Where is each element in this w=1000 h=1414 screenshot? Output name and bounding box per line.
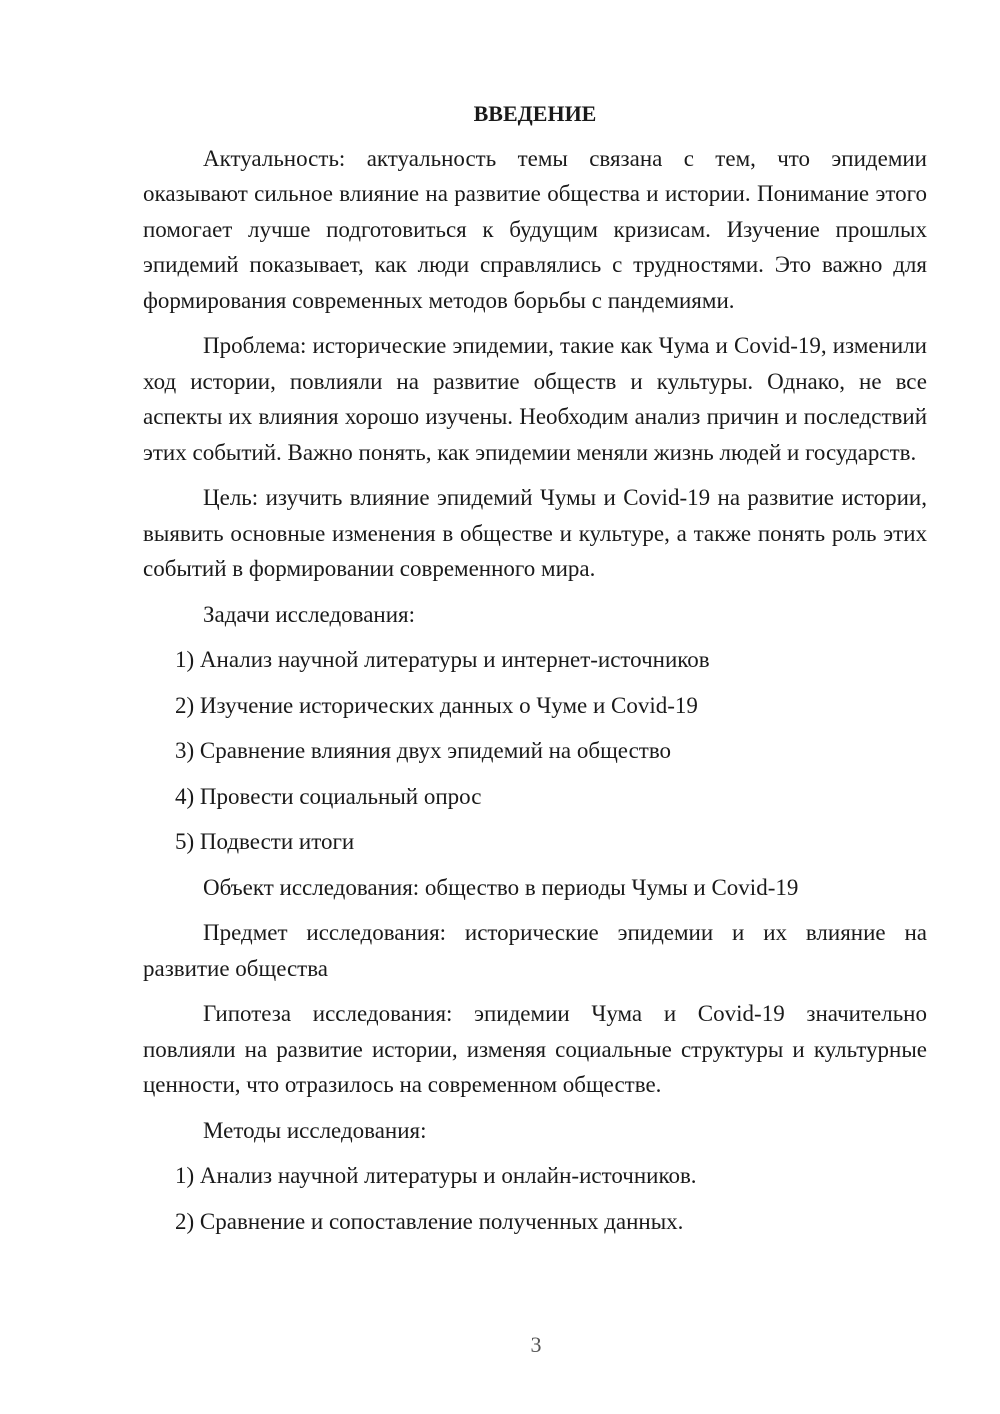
list-item: 1) Анализ научной литературы и онлайн-источников.	[175, 1163, 697, 1188]
section-heading: ВВЕДЕНИЕ	[473, 101, 597, 126]
methods-list	[143, 1158, 927, 1239]
list-item: 2) Изучение исторических данных о Чуме и Covid-19	[175, 692, 698, 718]
page-content	[143, 96, 927, 1249]
hypothesis-paragraph: Гипотеза исследования: эпидемии Чума и Covid-19 значительно повлияли на развитие истории, изменяя социальные структуры и культурные ценности, что отразилось на современном обществе.	[143, 1001, 927, 1097]
list-item: 2) Сравнение и сопоставление полученных данных.	[175, 1208, 684, 1234]
page-number: 3	[530, 1332, 542, 1357]
goal-paragraph: Цель: изучить влияние эпидемий Чумы и Covid-19 на развитие истории, выявить основные изменения в обществе и культуре, а также понять роль этих событий в формировании современного мира.	[143, 485, 927, 581]
list-item: 5) Подвести итоги	[175, 829, 355, 854]
list-item: 3) Сравнение влияния двух эпидемий на общество	[175, 738, 672, 763]
tasks-list	[143, 642, 927, 860]
tasks-label: Задачи исследования:	[203, 601, 416, 627]
list-item: 4) Провести социальный опрос	[175, 783, 482, 809]
problem-paragraph: Проблема: исторические эпидемии, такие как Чума и Covid-19, изменили ход истории, повлияли на развитие обществ и культуры. Однако, не все аспекты их влияния хорошо изучены. Необходим анализ причин и последствий этих событий. Важно понять, как эпидемии меняли жизнь людей и государств.	[143, 333, 927, 465]
methods-label: Методы исследования:	[203, 1117, 427, 1143]
relevance-paragraph: Актуальность: актуальность темы связана с тем, что эпидемии оказывают сильное влияние на развитие общества и истории. Понимание этого помогает лучше подготовиться к будущим кризисам. Изучение прошлых эпидемий показывает, как люди справлялись с трудностями. Это важно для формирования современных методов борьбы с пандемиями.	[143, 145, 927, 313]
list-item: 1) Анализ научной литературы и интернет-источников	[175, 647, 710, 672]
object-paragraph: Объект исследования: общество в периоды Чумы и Covid-19	[203, 874, 799, 900]
subject-paragraph: Предмет исследования: исторические эпидемии и их влияние на развитие общества	[143, 920, 927, 981]
